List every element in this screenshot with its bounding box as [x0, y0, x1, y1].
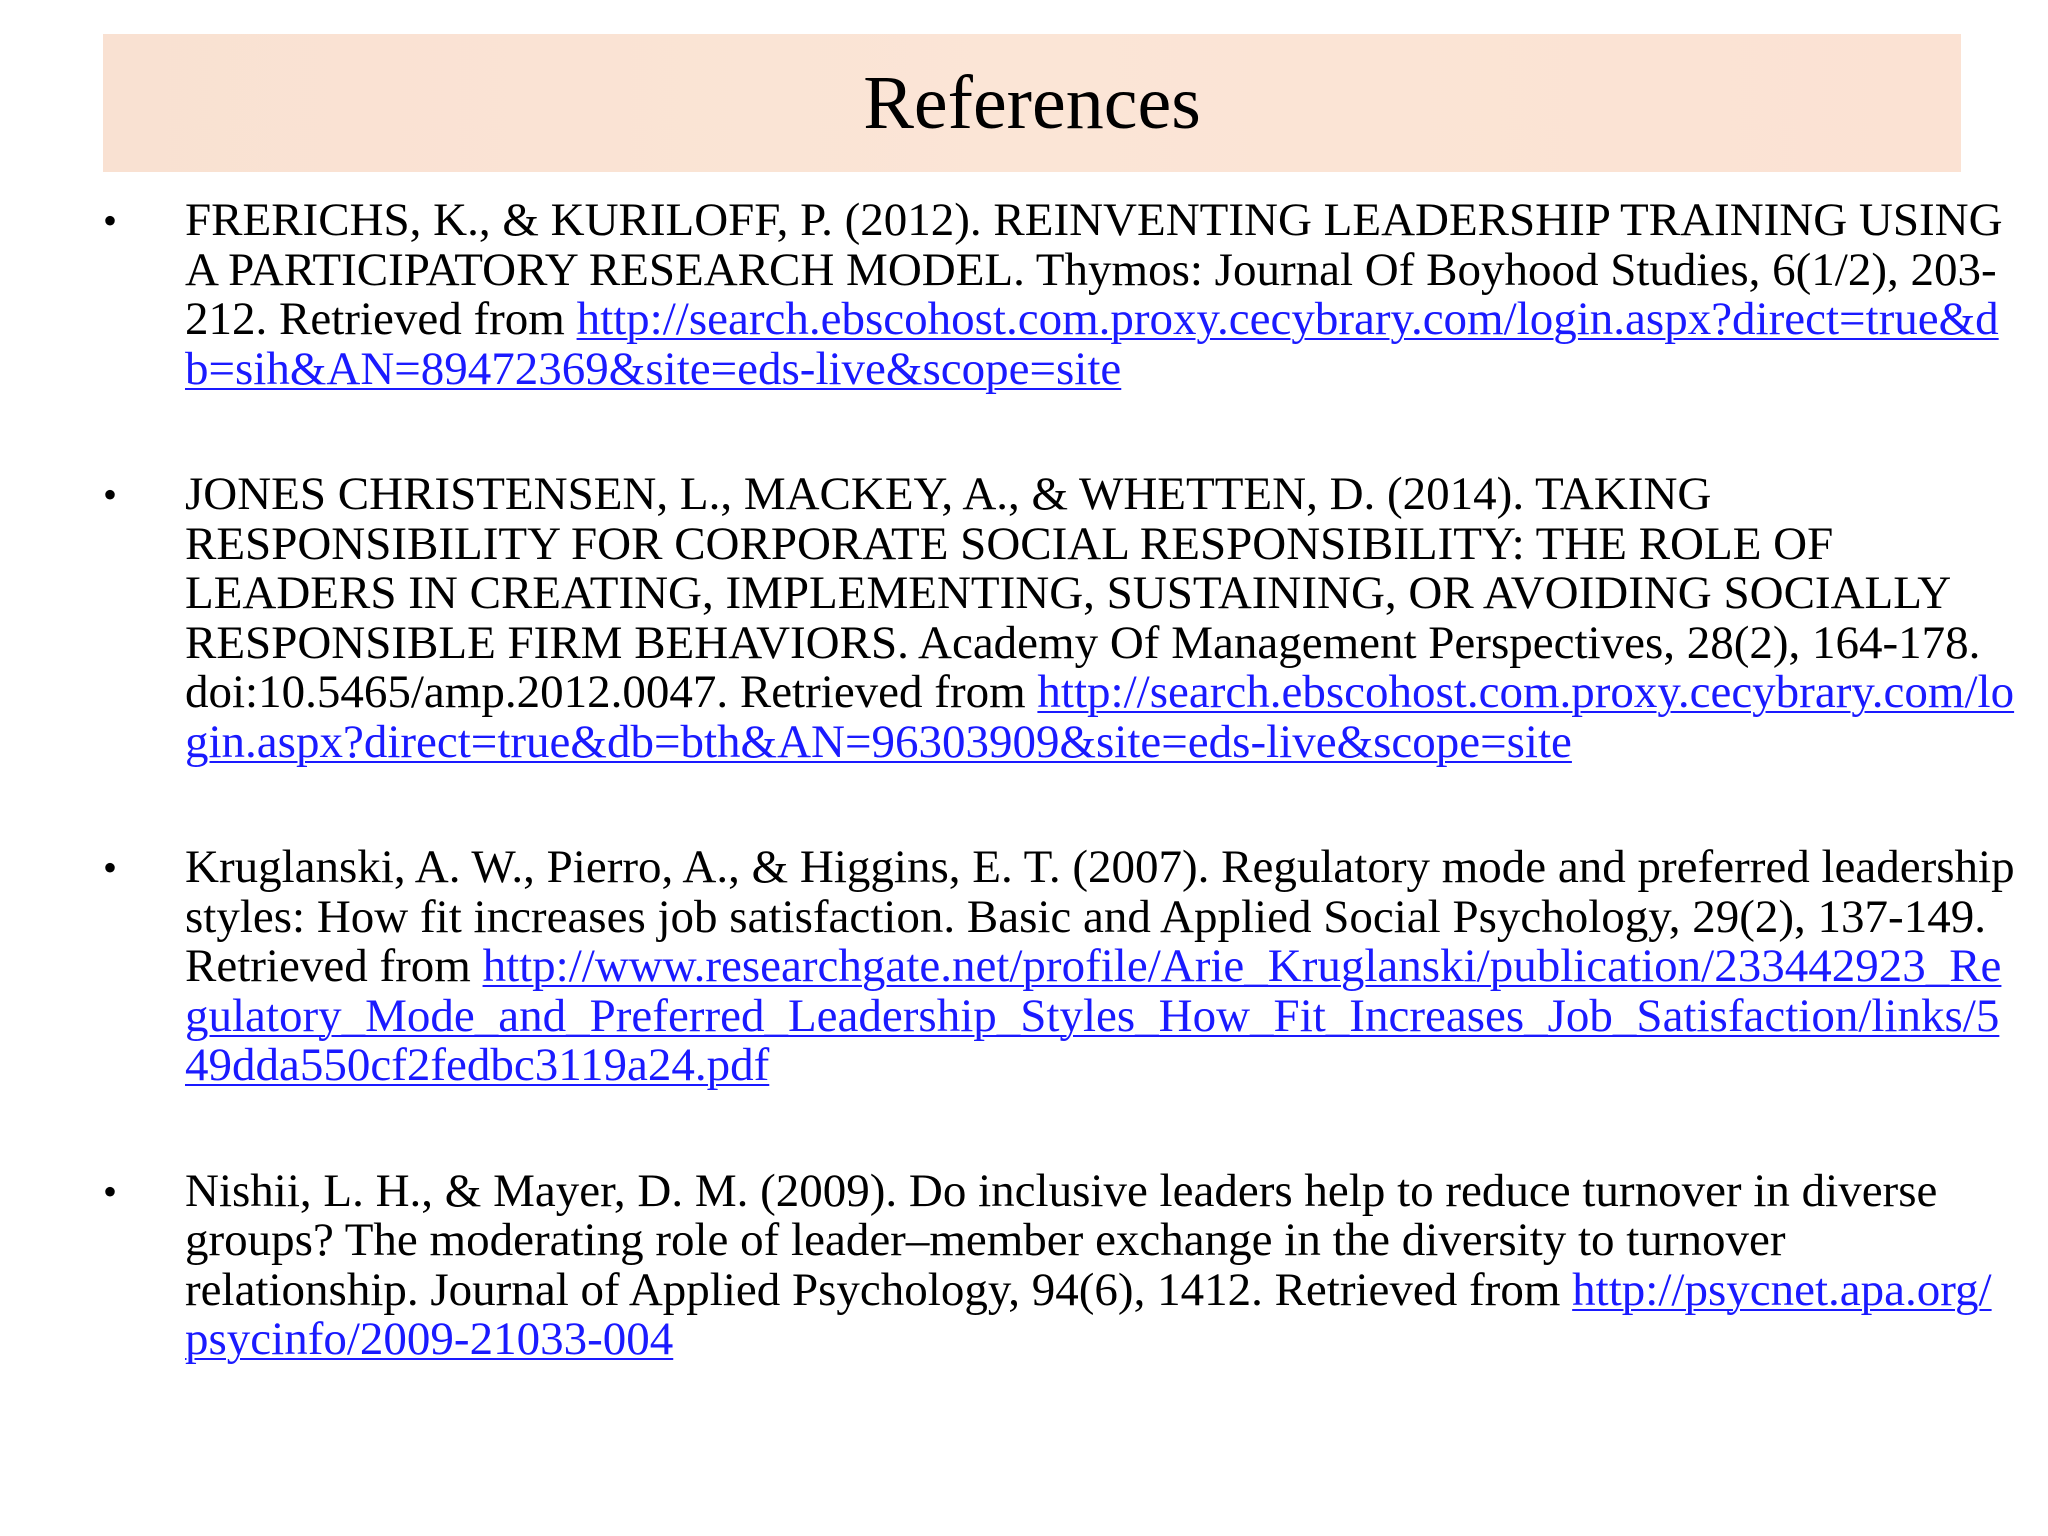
reference-citation: Kruglanski, A. W., Pierro, A., & Higgins, E. T. (2007). Regulatory mode and preferred leadership styles: How fit increases job satisfaction. Basic and Applied Social Psychology, 29(2), 137-149. Retrieved from: [185, 841, 2015, 992]
reference-list: [103, 196, 2015, 1365]
reference-item: [103, 1164, 2015, 1365]
reference-item: [103, 843, 2015, 1091]
slide-title: References: [863, 61, 1201, 145]
title-bar: [103, 34, 1961, 172]
reference-item: [103, 470, 2015, 767]
reference-link[interactable]: http://psycnet.apa.org/psycinfo/2009-21033-004: [185, 1263, 1992, 1365]
reference-link[interactable]: http://search.ebscohost.com.proxy.cecybrary.com/login.aspx?direct=true&db=bth&AN=96303909&site=eds-live&scope=site: [185, 666, 2015, 768]
reference-citation: Nishii, L. H., & Mayer, D. M. (2009). Do inclusive leaders help to reduce turnover in diverse groups? The moderating role of leader–member exchange in the diversity to turnover relationship. Journal of Applied Psychology, 94(6), 1412. Retrieved from: [185, 1164, 1938, 1316]
bullet-icon: •: [103, 1168, 118, 1214]
bullet-icon: •: [103, 472, 118, 517]
bullet-icon: •: [103, 198, 118, 243]
reference-citation: FRERICHS, K., & KURILOFF, P. (2012). REINVENTING LEADERSHIP TRAINING USING A PARTICIPATORY RESEARCH MODEL. Thymos: Journal Of Boyhood Studies, 6(1/2), 203-212. Retrieved from: [185, 194, 2003, 345]
bullet-icon: •: [103, 845, 118, 890]
reference-item: [103, 196, 2015, 394]
reference-citation: JONES CHRISTENSEN, L., MACKEY, A., & WHETTEN, D. (2014). TAKING RESPONSIBILITY FOR CORPORATE SOCIAL RESPONSIBILITY: THE ROLE OF LEADERS IN CREATING, IMPLEMENTING, SUSTAINING, OR AVOIDING SOCIALLY RESPONSIBLE FIRM BEHAVIORS. Academy Of Management Perspectives, 28(2), 164-178. doi:10.5465/amp.2012.0047. Retrieved from: [185, 468, 1981, 718]
reference-link[interactable]: http://search.ebscohost.com.proxy.cecybrary.com/login.aspx?direct=true&db=sih&AN=89472369&site=eds-live&scope=site: [185, 293, 1999, 395]
reference-link[interactable]: http://www.researchgate.net/profile/Arie_Kruglanski/publication/233442923_Regulatory_Mode_and_Preferred_Leadership_Styles_How_Fit_Increases_Job_Satisfaction/links/549dda550cf2fedbc3119a24.pdf: [185, 940, 2002, 1091]
